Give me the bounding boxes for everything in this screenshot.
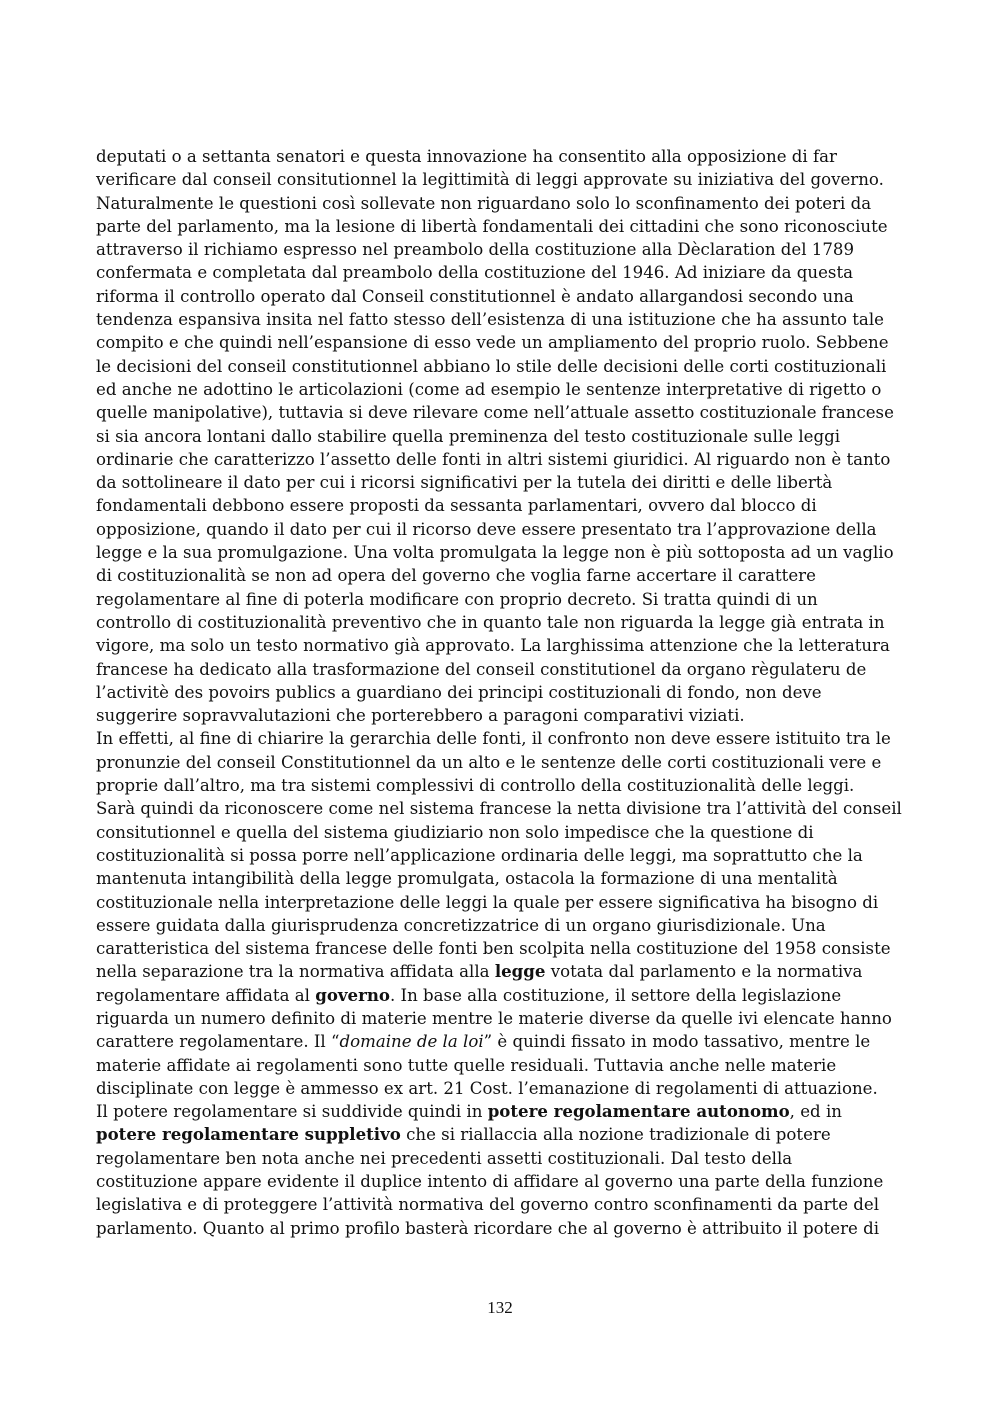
text-line bbox=[96, 471, 904, 494]
text-segment: Il potere regolamentare si suddivide quindi in bbox=[96, 1102, 488, 1122]
text-segment: francese ha dedicato alla trasformazione del conseil constitutionel da organo règulateru de bbox=[96, 659, 867, 679]
text-line bbox=[96, 285, 904, 308]
text-segment: costituzione appare evidente il duplice intento di affidare al governo una parte della funzione bbox=[96, 1172, 884, 1192]
text-segment: che si riallaccia alla nozione tradizionale di potere bbox=[400, 1125, 831, 1145]
text-segment: regolamentare ben nota anche nei precedenti assetti costituzionali. Dal testo della bbox=[96, 1148, 793, 1168]
text-line bbox=[96, 1007, 904, 1030]
text-segment: controllo di costituzionalità preventivo che in quanto tale non riguarda la legge già entrata in bbox=[96, 612, 885, 632]
italic-term: domaine de la loi bbox=[339, 1032, 484, 1052]
text-segment: carattere regolamentare. Il “ bbox=[96, 1032, 340, 1052]
text-segment: caratteristica del sistema francese delle fonti ben scolpita nella costituzione del 1958 consiste bbox=[96, 939, 891, 959]
text-segment: opposizione, quando il dato per cui il ricorso deve essere presentato tra l’approvazione della bbox=[96, 519, 877, 539]
text-line bbox=[96, 681, 904, 704]
page-number: 132 bbox=[487, 1298, 513, 1317]
text-line bbox=[96, 1193, 904, 1216]
text-segment: essere guidata dalla giurisprudenza concretizzatrice di un organo giurisdizionale. Una bbox=[96, 915, 826, 935]
text-segment: In effetti, al fine di chiarire la gerarchia delle fonti, il confronto non deve essere istituito tra le bbox=[96, 729, 891, 749]
text-line bbox=[96, 937, 904, 960]
text-line bbox=[96, 1100, 904, 1123]
text-segment: riguarda un numero definito di materie mentre le materie diverse da quelle ivi elencate hanno bbox=[96, 1008, 892, 1028]
text-line bbox=[96, 448, 904, 471]
text-line bbox=[96, 984, 904, 1007]
body-text bbox=[96, 145, 904, 1240]
text-line bbox=[96, 518, 904, 541]
text-line bbox=[96, 541, 904, 564]
text-segment: Sarà quindi da riconoscere come nel sistema francese la netta divisione tra l’attività del conseil bbox=[96, 799, 902, 819]
text-segment: costituzionale nella interpretazione delle leggi la quale per essere significativa ha bisogno di bbox=[96, 892, 879, 912]
text-line bbox=[96, 425, 904, 448]
text-segment: tendenza espansiva insita nel fatto stesso dell’esistenza di una istituzione che ha assunto tale bbox=[96, 310, 884, 330]
text-segment: Naturalmente le questioni così sollevate non riguardano solo lo sconfinamento dei poteri da bbox=[96, 193, 872, 213]
text-segment: mantenuta intangibilità della legge promulgata, ostacola la formazione di una mentalità bbox=[96, 869, 838, 889]
text-line bbox=[96, 378, 904, 401]
text-segment: parte del parlamento, ma la lesione di libertà fondamentali dei cittadini che sono riconosciute bbox=[96, 216, 888, 236]
text-line bbox=[96, 1217, 904, 1240]
text-segment: regolamentare affidata al bbox=[96, 985, 316, 1005]
text-segment: verificare dal conseil consitutionnel la legittimità di leggi approvate su iniziativa del governo. bbox=[96, 170, 884, 190]
text-segment: proprie dall’altro, ma tra sistemi complessivi di controllo della costituzionalità delle leggi. bbox=[96, 776, 855, 796]
text-segment: riforma il controllo operato dal Conseil constitutionnel è andato allargandosi secondo una bbox=[96, 286, 854, 306]
text-line bbox=[96, 658, 904, 681]
text-segment: costituzionalità si possa porre nell’applicazione ordinaria delle leggi, ma soprattutto che la bbox=[96, 845, 863, 865]
text-segment: , ed in bbox=[789, 1102, 842, 1122]
text-segment: votata dal parlamento e la normativa bbox=[545, 962, 863, 982]
text-segment: suggerire sopravvalutazioni che porterebbero a paragoni comparativi viziati. bbox=[96, 706, 745, 726]
text-segment: materie affidate ai regolamenti sono tutte quelle residuali. Tuttavia anche nelle materie bbox=[96, 1055, 837, 1075]
bold-term: potere regolamentare autonomo bbox=[487, 1101, 790, 1122]
text-line bbox=[96, 797, 904, 820]
text-line bbox=[96, 494, 904, 517]
paragraph bbox=[96, 145, 904, 727]
text-segment: . In base alla costituzione, il settore della legislazione bbox=[389, 985, 842, 1005]
text-line bbox=[96, 914, 904, 937]
bold-term: potere regolamentare suppletivo bbox=[96, 1124, 401, 1145]
bold-term: legge bbox=[494, 961, 546, 982]
text-segment: di costituzionalità se non ad opera del governo che voglia farne accertare il carattere bbox=[96, 566, 816, 586]
text-line bbox=[96, 588, 904, 611]
text-line bbox=[96, 844, 904, 867]
text-line bbox=[96, 1147, 904, 1170]
text-line bbox=[96, 727, 904, 750]
text-segment: vigore, ma solo un testo normativo già approvato. La larghissima attenzione che la letteratura bbox=[96, 636, 890, 656]
text-line bbox=[96, 1077, 904, 1100]
text-line bbox=[96, 564, 904, 587]
text-segment: attraverso il richiamo espresso nel preambolo della costituzione alla Dèclaration del 1789 bbox=[96, 240, 855, 260]
text-segment: si sia ancora lontani dallo stabilire quella preminenza del testo costituzionale sulle leggi bbox=[96, 426, 841, 446]
text-segment: regolamentare al fine di poterla modificare con proprio decreto. Si tratta quindi di un bbox=[96, 589, 818, 609]
text-segment: ed anche ne adottino le articolazioni (come ad esempio le sentenze interpretative di rigetto o bbox=[96, 379, 882, 399]
text-line bbox=[96, 634, 904, 657]
text-line bbox=[96, 960, 904, 983]
text-segment: compito e che quindi nell’espansione di esso vede un ampliamento del proprio ruolo. Sebbene bbox=[96, 333, 889, 353]
text-line bbox=[96, 1030, 904, 1053]
text-segment: da sottolineare il dato per cui i ricorsi significativi per la tutela dei diritti e delle libertà bbox=[96, 473, 833, 493]
text-line bbox=[96, 215, 904, 238]
text-segment: consitutionnel e quella del sistema giudiziario non solo impedisce che la questione di bbox=[96, 822, 814, 842]
text-line bbox=[96, 611, 904, 634]
bold-term: governo bbox=[315, 984, 390, 1005]
text-line bbox=[96, 168, 904, 191]
text-segment: confermata e completata dal preambolo della costituzione del 1946. Ad iniziare da questa bbox=[96, 263, 854, 283]
text-line bbox=[96, 774, 904, 797]
text-segment: legge e la sua promulgazione. Una volta promulgata la legge non è più sottoposta ad un vaglio bbox=[96, 543, 894, 563]
text-line bbox=[96, 1123, 904, 1146]
text-segment: disciplinate con legge è ammesso ex art. 21 Cost. l’emanazione di regolamenti di attuazione. bbox=[96, 1078, 878, 1098]
text-segment: nella separazione tra la normativa affidata alla bbox=[96, 962, 495, 982]
paragraph bbox=[96, 727, 904, 1240]
text-line bbox=[96, 1054, 904, 1077]
text-segment: parlamento. Quanto al primo profilo basterà ricordare che al governo è attribuito il potere di bbox=[96, 1218, 880, 1238]
text-segment: l’activitè des povoirs publics a guardiano dei principi costituzionali di fondo, non deve bbox=[96, 682, 822, 702]
text-line bbox=[96, 331, 904, 354]
text-line bbox=[96, 867, 904, 890]
text-line bbox=[96, 821, 904, 844]
text-line bbox=[96, 891, 904, 914]
text-segment: pronunzie del conseil Constitutionnel da un alto e le sentenze delle corti costituzionali vere e bbox=[96, 752, 882, 772]
text-line bbox=[96, 308, 904, 331]
text-segment: quelle manipolative), tuttavia si deve rilevare come nell’attuale assetto costituzionale francese bbox=[96, 403, 894, 423]
text-segment: le decisioni del conseil constitutionnel abbiano lo stile delle decisioni delle corti costituzionali bbox=[96, 356, 887, 376]
text-line bbox=[96, 1170, 904, 1193]
text-line bbox=[96, 704, 904, 727]
text-line bbox=[96, 355, 904, 378]
text-segment: ordinarie che caratterizzo l’assetto delle fonti in altri sistemi giuridici. Al riguardo non è tanto bbox=[96, 449, 891, 469]
text-segment: fondamentali debbono essere proposti da sessanta parlamentari, ovvero dal blocco di bbox=[96, 496, 817, 516]
text-segment: deputati o a settanta senatori e questa innovazione ha consentito alla opposizione di far bbox=[96, 147, 837, 166]
text-line bbox=[96, 261, 904, 284]
text-line bbox=[96, 238, 904, 261]
text-line bbox=[96, 145, 904, 168]
text-segment: legislativa e di proteggere l’attività normativa del governo contro sconfinamenti da parte del bbox=[96, 1195, 880, 1215]
text-line bbox=[96, 401, 904, 424]
text-segment: ” è quindi fissato in modo tassativo, mentre le bbox=[483, 1032, 871, 1052]
text-line bbox=[96, 751, 904, 774]
text-line bbox=[96, 192, 904, 215]
